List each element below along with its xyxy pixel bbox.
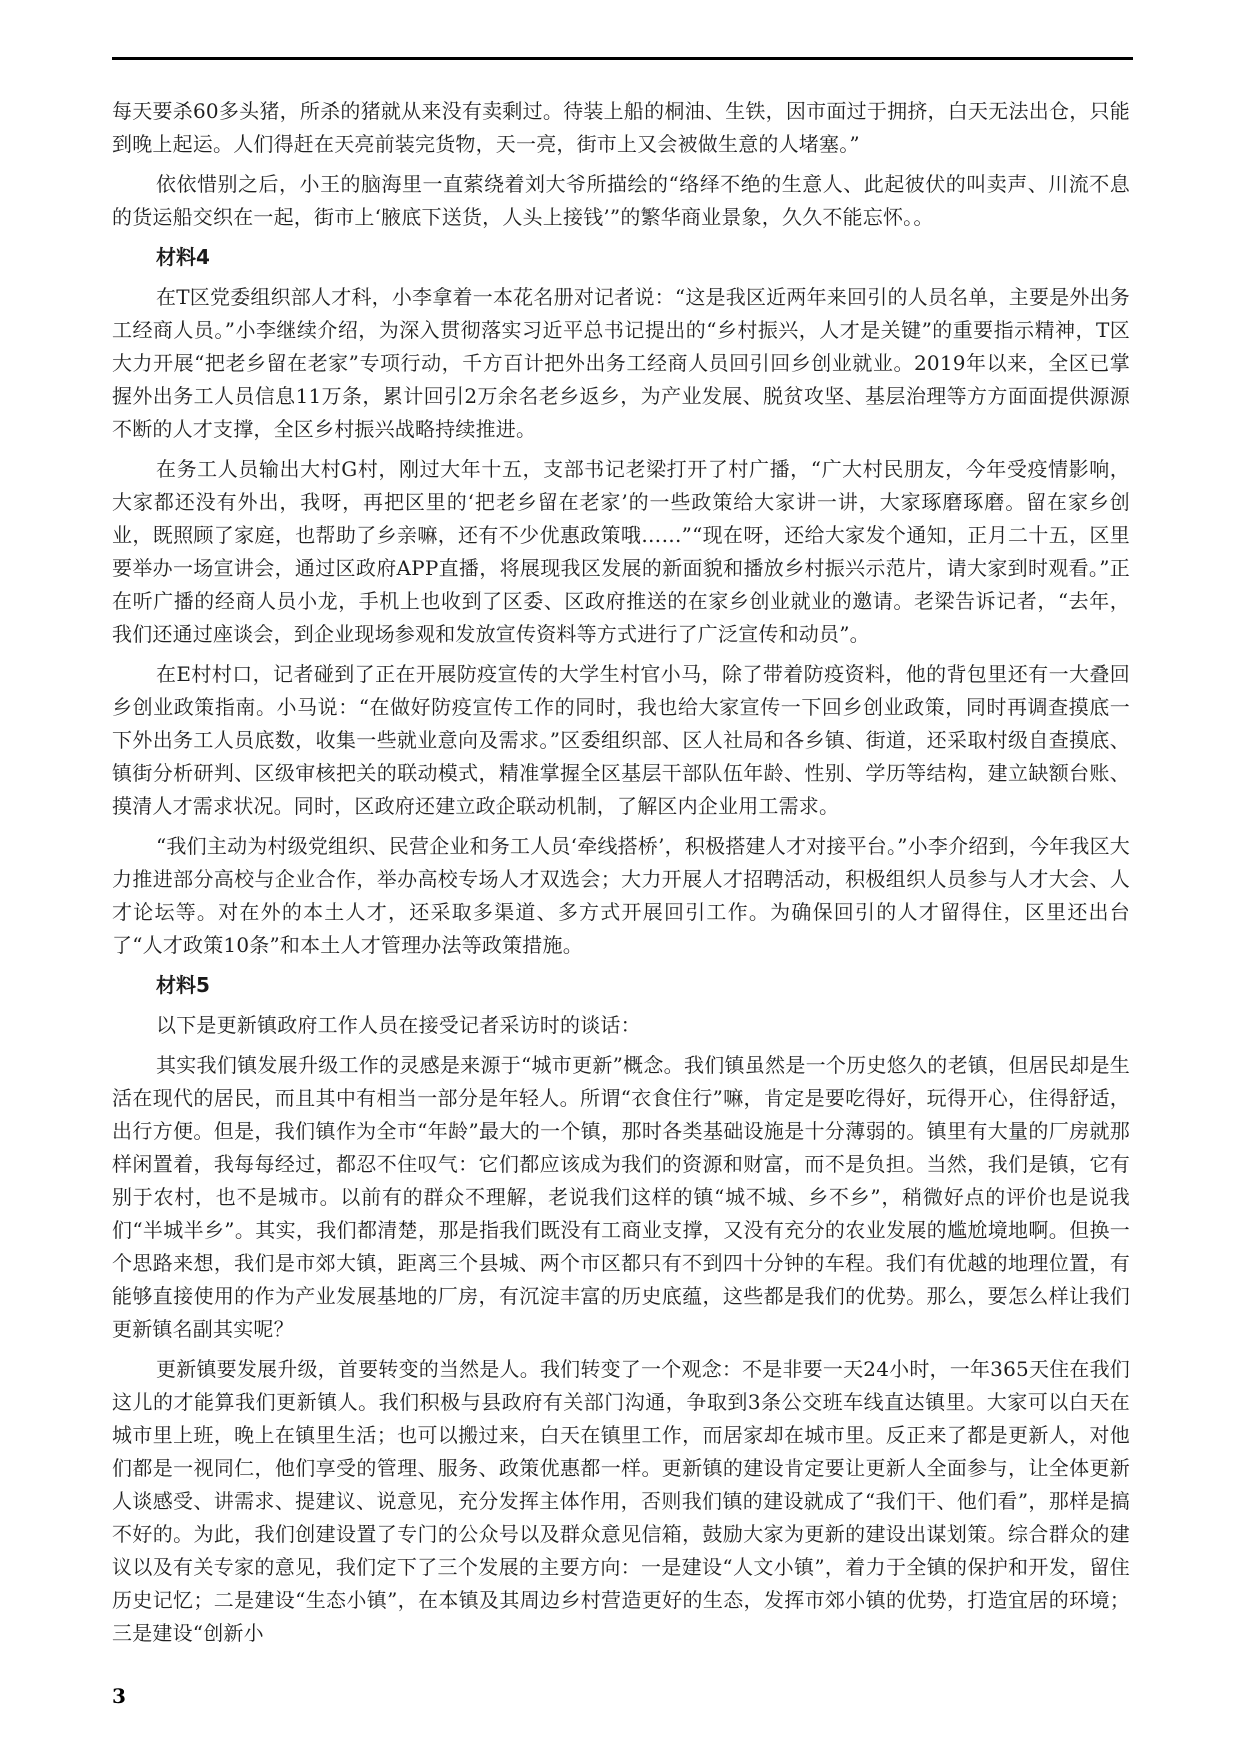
section-heading-material-4: 材料4 <box>156 245 210 269</box>
paragraph-intro: 以下是更新镇政府工作人员在接受记者采访时的谈话： <box>156 1013 641 1037</box>
paragraph-continued: 每天要杀60多头猪，所杀的猪就从来没有卖剩过。待装上船的桐油、生铁，因市面过于拥挤，白天无法出仓，只能到晚上起运。人们得赶在天亮前装完货物，天一亮，街市上又会被做生意的人堵塞。” <box>112 99 1130 156</box>
paragraph: 在务工人员输出大村G村，刚过大年十五，支部书记老梁打开了村广播，“广大村民朋友，今年受疫情影响，大家都还没有外出，我呀，再把区里的‘把老乡留在老家’的一些政策给大家讲一讲，大家琢磨琢磨。留在家乡创业，既照顾了家庭，也帮助了乡亲嘛，还有不少优惠政策哦……”“现在呀，还给大家发个通知，正月二十五，区里要举办一场宣讲会，通过区政府APP直播，将展现我区发展的新面貌和播放乡村振兴示范片，请大家到时观看。”正在听广播的经商人员小龙，手机上也收到了区委、区政府推送的在家乡创业就业的邀请。老梁告诉记者，“去年，我们还通过座谈会，到企业现场参观和发放宣传资料等方式进行了广泛宣传和动员”。 <box>112 457 1130 646</box>
paragraph: 依依惜别之后，小王的脑海里一直萦绕着刘大爷所描绘的“络绎不绝的生意人、此起彼伏的叫卖声、川流不息的货运船交织在一起，街市上‘腋底下送货，人头上接钱’”的繁华商业景象，久久不能忘怀。。 <box>112 172 1130 229</box>
paragraph: 在E村村口，记者碰到了正在开展防疫宣传的大学生村官小马，除了带着防疫资料，他的背包里还有一大叠回乡创业政策指南。小马说：“在做好防疫宣传工作的同时，我也给大家宣传一下回乡创业政策，同时再调查摸底一下外出务工人员底数，收集一些就业意向及需求。”区委组织部、区人社局和各乡镇、街道，还采取村级自查摸底、镇街分析研判、区级审核把关的联动模式，精准掌握全区基层干部队伍年龄、性别、学历等结构，建立缺额台账、摸清人才需求状况。同时，区政府还建立政企联动机制，了解区内企业用工需求。 <box>112 662 1130 818</box>
section-heading-material-5: 材料5 <box>156 973 210 997</box>
page-number: 3 <box>112 1684 126 1708</box>
paragraph: “我们主动为村级党组织、民营企业和务工人员‘牵线搭桥’，积极搭建人才对接平台。”小李介绍到，今年我区大力推进部分高校与企业合作，举办高校专场人才双选会；大力开展人才招聘活动，积极组织人员参与人才大会、人才论坛等。对在外的本土人才，还采取多渠道、多方式开展回引工作。为确保回引的人才留得住，区里还出台了“人才政策10条”和本土人才管理办法等政策措施。 <box>112 834 1130 957</box>
paragraph: 更新镇要发展升级，首要转变的当然是人。我们转变了一个观念：不是非要一天24小时，一年365天住在我们这儿的才能算我们更新镇人。我们积极与县政府有关部门沟通，争取到3条公交班车线直达镇里。大家可以白天在城市里上班，晚上在镇里生活；也可以搬过来，白天在镇里工作，而居家却在城市里。反正来了都是更新人，对他们都是一视同仁，他们享受的管理、服务、政策优惠都一样。更新镇的建设肯定要让更新人全面参与，让全体更新人谈感受、讲需求、提建议、说意见，充分发挥主体作用，否则我们镇的建设就成了“我们干、他们看”，那样是搞不好的。为此，我们创建设置了专门的公众号以及群众意见信箱，鼓励大家为更新的建设出谋划策。综合群众的建议以及有关专家的意见，我们定下了三个发展的主要方向：一是建设“人文小镇”，着力于全镇的保护和开发，留住历史记忆；二是建设“生态小镇”，在本镇及其周边乡村营造更好的生态，发挥市郊小镇的优势，打造宜居的环境；三是建设“创新小 <box>112 1357 1130 1645</box>
document-body <box>112 95 1130 1657</box>
paragraph: 其实我们镇发展升级工作的灵感是来源于“城市更新”概念。我们镇虽然是一个历史悠久的老镇，但居民却是生活在现代的居民，而且其中有相当一部分是年轻人。所谓“衣食住行”嘛，肯定是要吃得好，玩得开心，住得舒适，出行方便。但是，我们镇作为全市“年龄”最大的一个镇，那时各类基础设施是十分薄弱的。镇里有大量的厂房就那样闲置着，我每每经过，都忍不住叹气：它们都应该成为我们的资源和财富，而不是负担。当然，我们是镇，它有别于农村，也不是城市。以前有的群众不理解，老说我们这样的镇“城不城、乡不乡”，稍微好点的评价也是说我们“半城半乡”。其实，我们都清楚，那是指我们既没有工商业支撑，又没有充分的农业发展的尴尬境地啊。但换一个思路来想，我们是市郊大镇，距离三个县城、两个市区都只有不到四十分钟的车程。我们有优越的地理位置，有能够直接使用的作为产业发展基地的厂房，有沉淀丰富的历史底蕴，这些都是我们的优势。那么，要怎么样让我们更新镇名副其实呢？ <box>112 1053 1130 1341</box>
header-rule <box>112 57 1133 60</box>
paragraph: 在T区党委组织部人才科，小李拿着一本花名册对记者说：“这是我区近两年来回引的人员名单，主要是外出务工经商人员。”小李继续介绍，为深入贯彻落实习近平总书记提出的“乡村振兴，人才是关键”的重要指示精神，T区大力开展“把老乡留在老家”专项行动，千方百计把外出务工经商人员回引回乡创业就业。2019年以来，全区已掌握外出务工人员信息11万条，累计回引2万余名老乡返乡，为产业发展、脱贫攻坚、基层治理等方方面面提供源源不断的人才支撑，全区乡村振兴战略持续推进。 <box>112 285 1130 441</box>
